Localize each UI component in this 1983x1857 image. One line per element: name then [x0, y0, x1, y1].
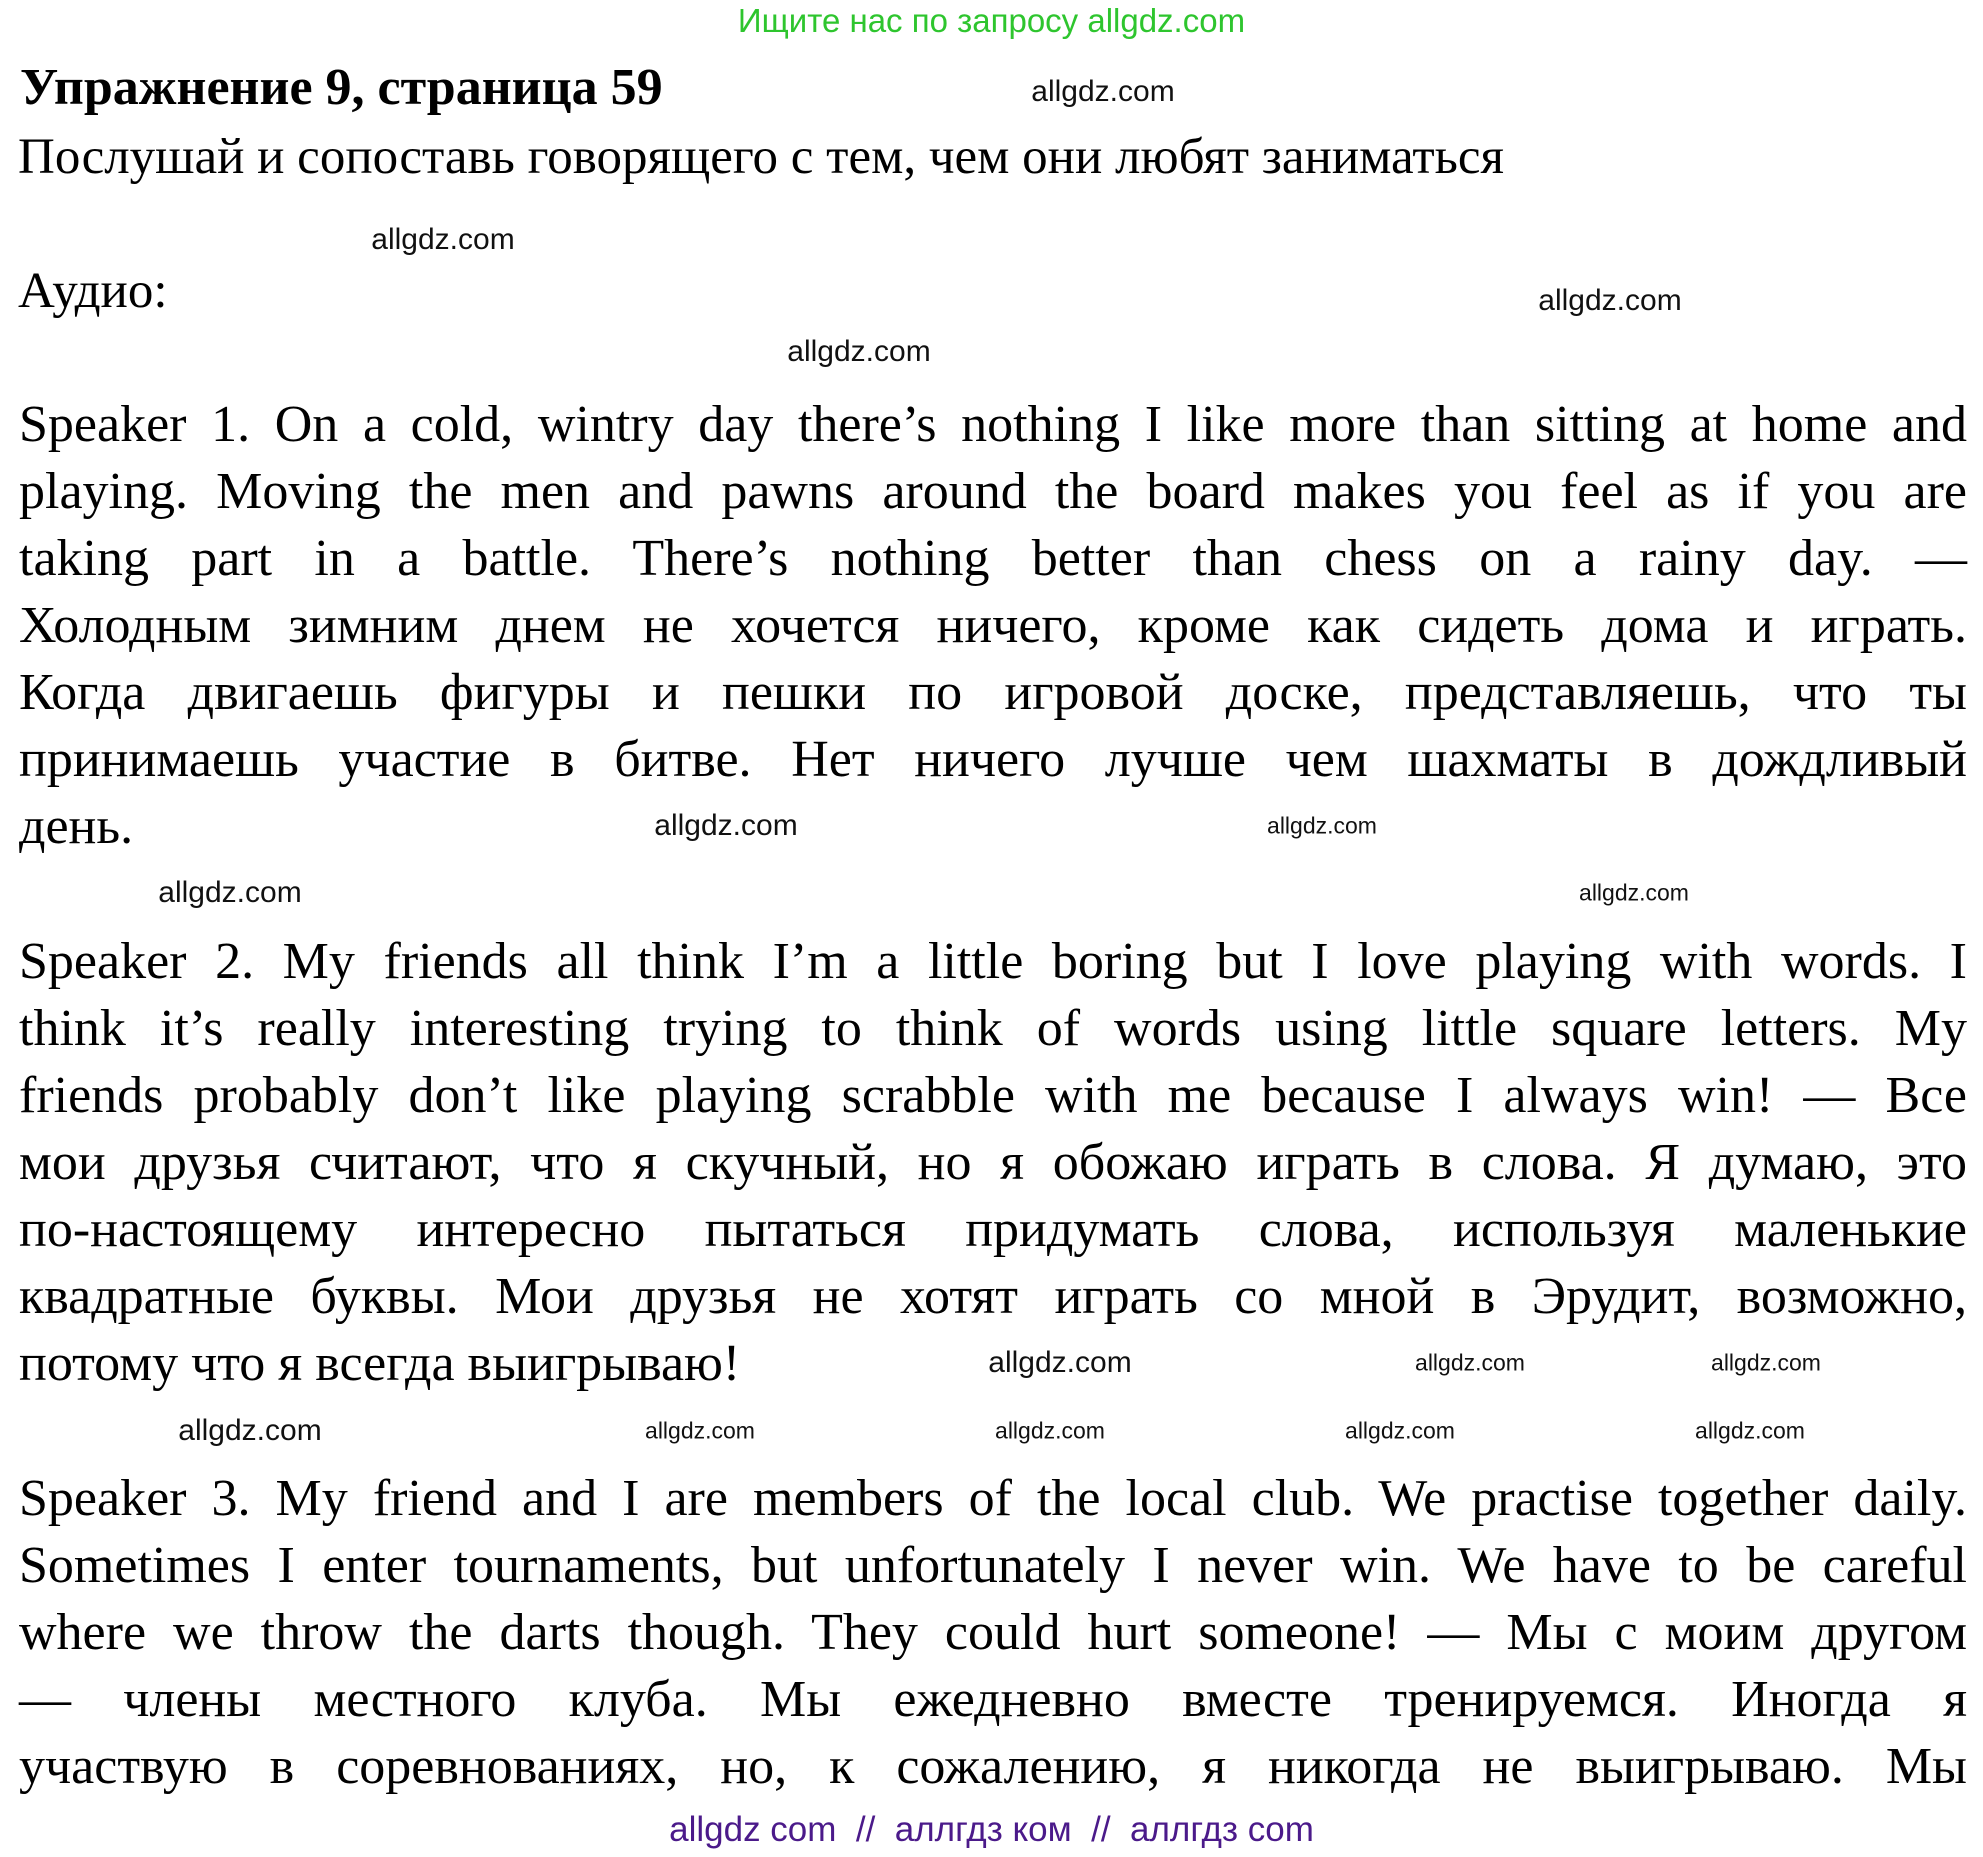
watermark: allgdz.com: [1415, 1349, 1525, 1376]
watermark: allgdz.com: [1711, 1349, 1821, 1376]
watermark: allgdz.com: [995, 1417, 1105, 1444]
watermark: allgdz.com: [787, 335, 931, 368]
speaker-1-paragraph: [19, 391, 1967, 860]
text-line: Speaker 3. My friend and I are members of the local club. We practise together daily.: [19, 1470, 1967, 1527]
audio-label: Аудио:: [18, 263, 168, 319]
watermark: allgdz.com: [1695, 1417, 1805, 1444]
text-line: — члены местного клуба. Мы ежедневно вместе тренируемся. Иногда я: [19, 1671, 1967, 1728]
text-line: Холодным зимним днем не хочется ничего, кроме как сидеть дома и играть.: [19, 597, 1967, 654]
text-line: по-настоящему интересно пытаться придумать слова, используя маленькие: [19, 1201, 1967, 1258]
text-line: квадратные буквы. Мои друзья не хотят играть со мной в Эрудит, возможно,: [19, 1268, 1967, 1325]
text-line: день.: [19, 798, 134, 855]
page-title: Упражнение 9, страница 59: [20, 59, 663, 116]
top-banner: Ищите нас по запросу allgdz.com: [737, 2, 1246, 39]
watermark: allgdz.com: [1579, 879, 1689, 906]
text-line: think it’s really interesting trying to think of words using little square letters. My: [19, 1000, 1967, 1057]
task-instruction: Послушай и сопоставь говорящего с тем, чем они любят заниматься: [18, 129, 1504, 185]
watermark: allgdz.com: [371, 223, 515, 256]
watermark: allgdz.com: [158, 876, 302, 909]
watermark: allgdz.com: [645, 1417, 755, 1444]
text-line: Speaker 2. My friends all think I’m a little boring but I love playing with words. I: [19, 933, 1967, 990]
speaker-3-paragraph: [19, 1465, 1967, 1800]
speaker-2-paragraph: [19, 928, 1967, 1397]
text-line: Speaker 1. On a cold, wintry day there’s nothing I like more than sitting at home and: [19, 396, 1967, 453]
text-line: мои друзья считают, что я скучный, но я обожаю играть в слова. Я думаю, это: [19, 1134, 1967, 1191]
text-line: участвую в соревнованиях, но, к сожалению, я никогда не выигрываю. Мы: [19, 1738, 1967, 1795]
watermark: allgdz.com: [1267, 812, 1377, 839]
footer-watermark: allgdz com // аллгдз ком // аллгдз com: [669, 1810, 1314, 1849]
text-line: потому что я всегда выигрываю!: [19, 1335, 741, 1392]
watermark: allgdz.com: [654, 809, 798, 842]
text-line: Sometimes I enter tournaments, but unfortunately I never win. We have to be careful: [19, 1537, 1967, 1594]
text-line: принимаешь участие в битве. Нет ничего лучше чем шахматы в дождливый: [19, 731, 1967, 788]
text-line: playing. Moving the men and pawns around the board makes you feel as if you are: [19, 463, 1967, 520]
watermark: allgdz.com: [1538, 284, 1682, 317]
watermark: allgdz.com: [1031, 75, 1175, 108]
text-line: friends probably don’t like playing scrabble with me because I always win! — Все: [19, 1067, 1967, 1124]
watermark: allgdz.com: [1345, 1417, 1455, 1444]
watermark: allgdz.com: [178, 1414, 322, 1447]
text-line: taking part in a battle. There’s nothing better than chess on a rainy day. —: [19, 530, 1967, 587]
watermark: allgdz.com: [988, 1346, 1132, 1379]
text-line: Когда двигаешь фигуры и пешки по игровой доске, представляешь, что ты: [19, 664, 1967, 721]
text-line: where we throw the darts though. They could hurt someone! — Мы с моим другом: [19, 1604, 1967, 1661]
